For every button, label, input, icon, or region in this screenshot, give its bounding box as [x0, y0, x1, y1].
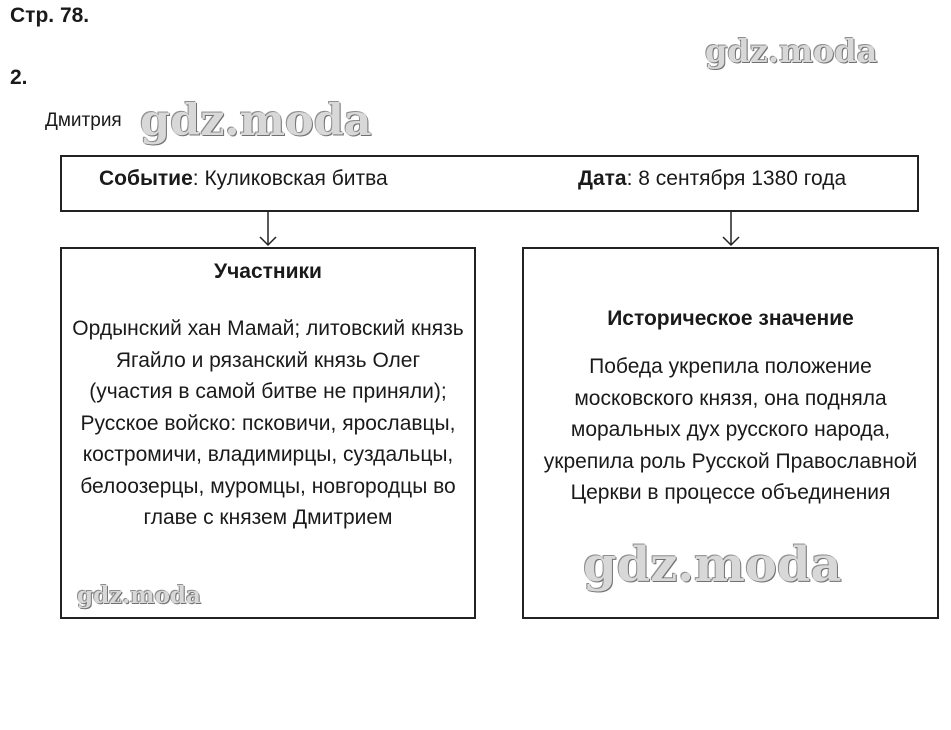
- arrow-down-icon: [721, 212, 741, 248]
- significance-box: [522, 247, 939, 619]
- event-box: [60, 155, 919, 212]
- arrow-down-icon: [258, 212, 278, 248]
- date-value: : 8 сентября 1380 года: [626, 167, 847, 190]
- participants-box: [60, 247, 476, 619]
- date-line: [578, 167, 846, 191]
- page-reference: Стр. 78.: [10, 4, 90, 27]
- event-label: Событие: [99, 167, 193, 190]
- significance-title: Историческое значение: [607, 307, 854, 330]
- watermark: gdz.moda: [583, 537, 842, 593]
- event-value: : Куликовская битва: [192, 167, 388, 190]
- participants-text: Ордынский хан Мамай; литовский князь Ягайло и рязанский князь Олег (участия в самой битве не приняли); Русское войско: псковичи, ярославцы, костромичи, владимирцы, суздальцы, белоозерцы, муромцы, новгородцы во главе с князем Дмитрием: [72, 317, 464, 529]
- date-label: Дата: [578, 167, 627, 190]
- significance-text: Победа укрепила положение московского князя, она подняла моральных дух русского народа, укрепила роль Русской Православной Церкви в процессе объединения: [543, 355, 918, 504]
- watermark: gdz.moda: [705, 32, 878, 70]
- event-line: [99, 167, 388, 191]
- watermark: gdz.moda: [140, 96, 372, 146]
- stray-word: Дмитрия: [45, 110, 122, 131]
- task-number: 2.: [10, 66, 28, 89]
- participants-title: Участники: [214, 260, 322, 283]
- watermark: gdz.moda: [77, 582, 201, 609]
